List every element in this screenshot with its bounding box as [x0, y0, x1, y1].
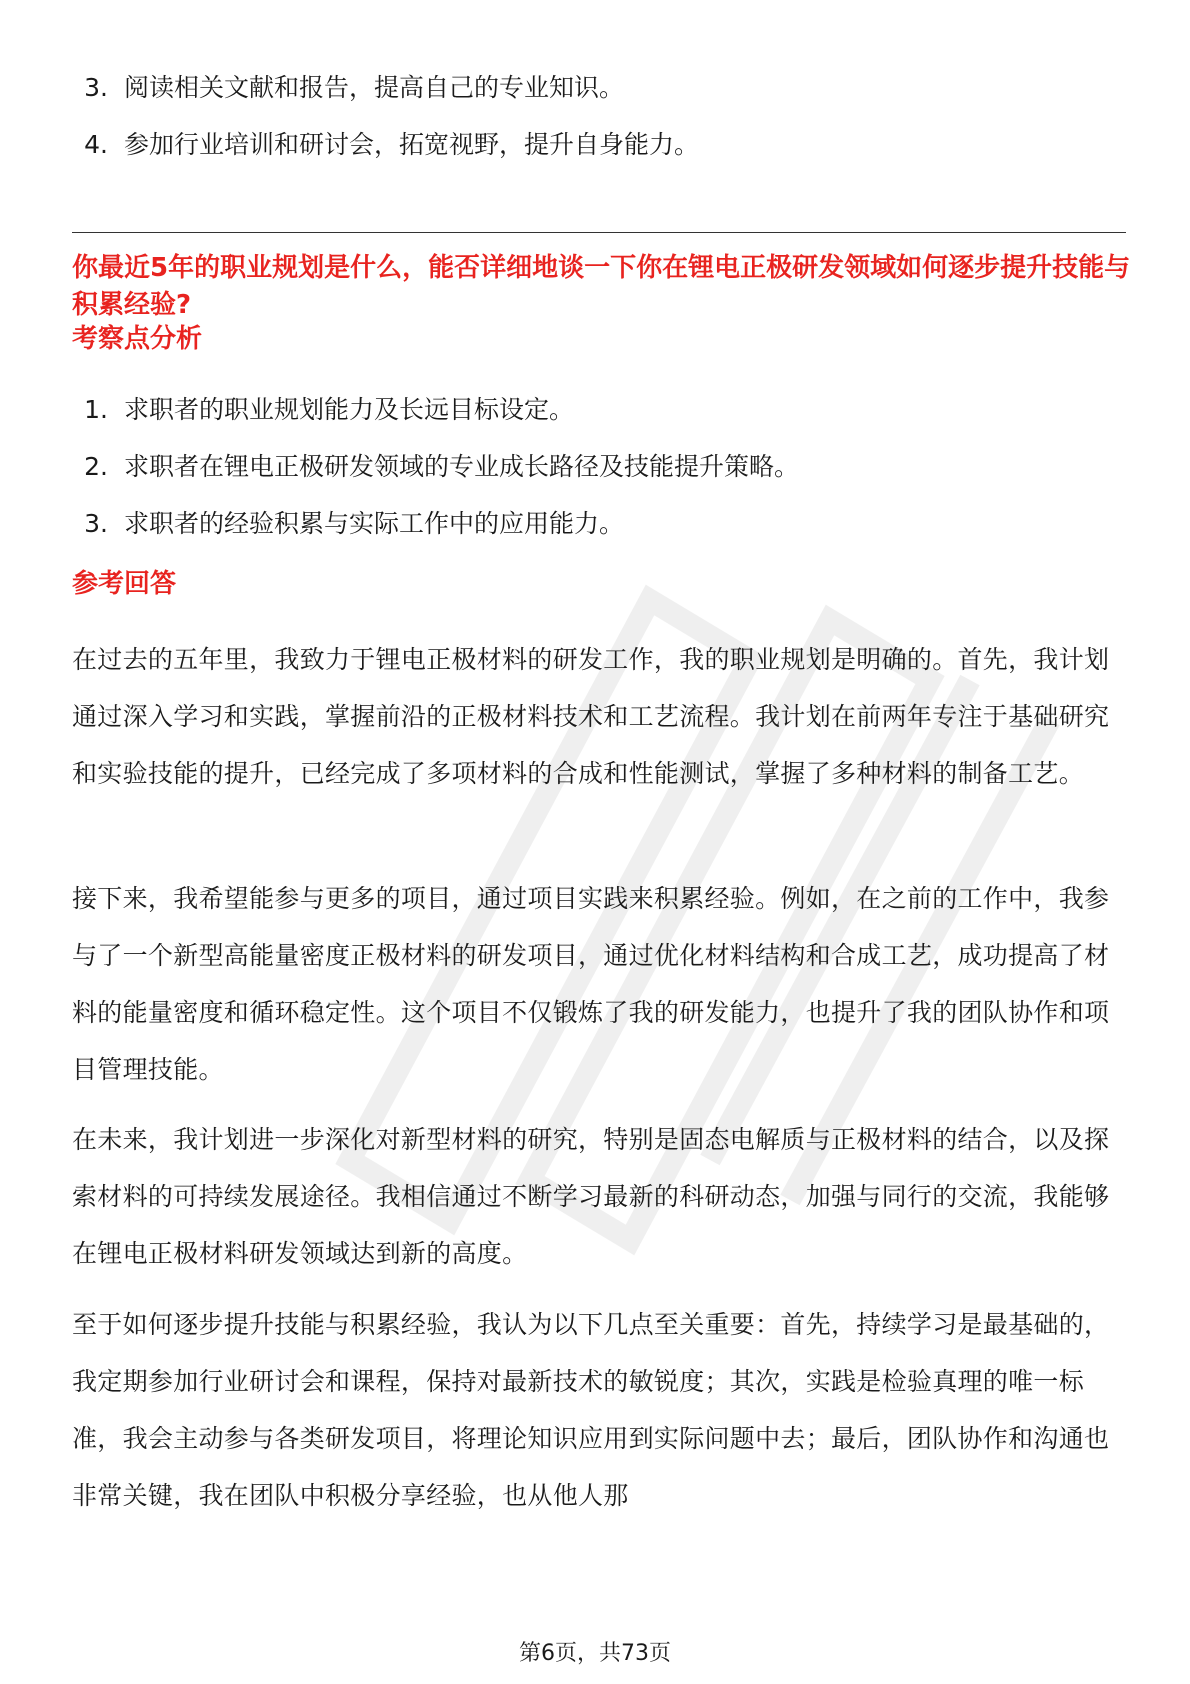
page-number: 第6页，共73页 [519, 1641, 671, 1666]
list-number: 3. [84, 73, 108, 102]
list-item [72, 495, 799, 552]
list-item [72, 381, 799, 438]
list-number: 4. [84, 130, 108, 159]
list-text: 求职者的职业规划能力及长远目标设定。 [124, 395, 575, 424]
answer-paragraph: 在过去的五年里，我致力于锂电正极材料的研发工作，我的职业规划是明确的。首先，我计划通过深入学习和实践，掌握前沿的正极材料技术和工艺流程。我计划在前两年专注于基础研究和实验技能的提升，已经完成了多项材料的合成和性能测试，掌握了多种材料的制备工艺。 [72, 645, 1110, 788]
list-number: 2. [84, 452, 108, 481]
answer-paragraph: 至于如何逐步提升技能与积累经验，我认为以下几点至关重要：首先，持续学习是最基础的，我定期参加行业研讨会和课程，保持对最新技术的敏锐度；其次，实践是检验真理的唯一标准，我会主动参与各类研发项目，将理论知识应用到实际问题中去；最后，团队协作和沟通也非常关键，我在团队中积极分享经验，也从他人那 [72, 1310, 1110, 1510]
list-text: 参加行业培训和研讨会，拓宽视野，提升自身能力。 [124, 130, 700, 159]
list-item [72, 116, 699, 173]
previous-list [72, 59, 699, 173]
section-divider [72, 232, 1126, 233]
interview-question: 你最近5年的职业规划是什么，能否详细地谈一下你在锂电正极研发领域如何逐步提升技能与积累经验? [72, 253, 1131, 320]
list-item [72, 59, 699, 116]
list-text: 求职者在锂电正极研发领域的专业成长路径及技能提升策略。 [124, 452, 800, 481]
answer-paragraph: 在未来，我计划进一步深化对新型材料的研究，特别是固态电解质与正极材料的结合，以及探索材料的可持续发展途径。我相信通过不断学习最新的科研动态，加强与同行的交流，我能够在锂电正极材料研发领域达到新的高度。 [72, 1125, 1110, 1268]
list-item [72, 438, 799, 495]
analysis-list [72, 381, 799, 552]
list-text: 阅读相关文献和报告，提高自己的专业知识。 [124, 73, 625, 102]
analysis-heading: 考察点分析 [72, 324, 203, 354]
answer-paragraph: 接下来，我希望能参与更多的项目，通过项目实践来积累经验。例如，在之前的工作中，我参与了一个新型高能量密度正极材料的研发项目，通过优化材料结构和合成工艺，成功提高了材料的能量密度和循环稳定性。这个项目不仅锻炼了我的研发能力，也提升了我的团队协作和项目管理技能。 [72, 884, 1110, 1084]
list-text: 求职者的经验积累与实际工作中的应用能力。 [124, 509, 625, 538]
list-number: 1. [84, 395, 108, 424]
list-number: 3. [84, 509, 108, 538]
answer-heading: 参考回答 [72, 569, 177, 599]
